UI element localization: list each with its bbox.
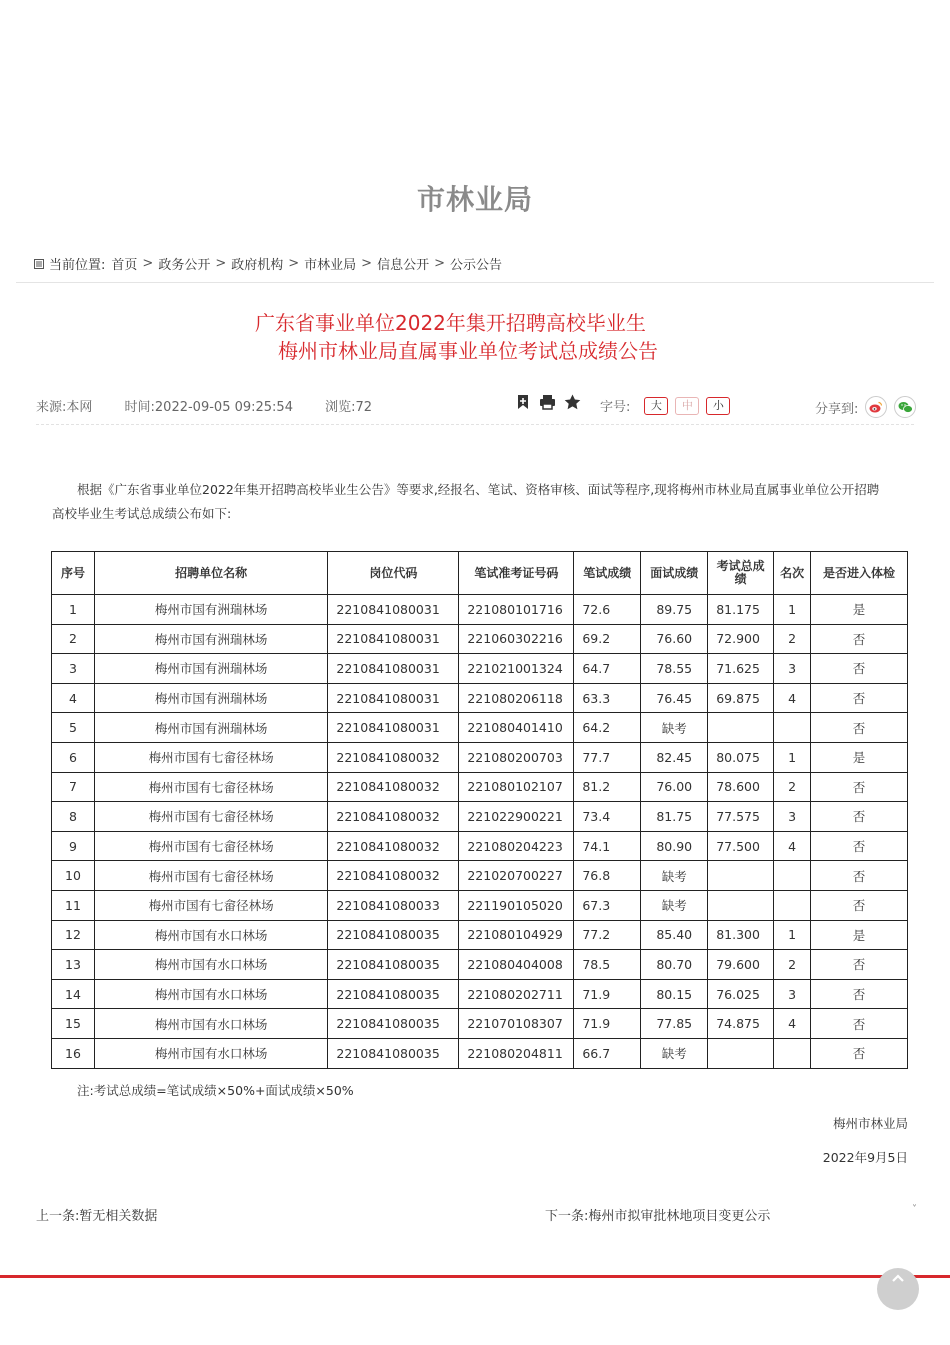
cell-rank: 4 <box>774 683 811 713</box>
cell-written: 72.6 <box>574 595 641 625</box>
cell-physical: 否 <box>811 1009 908 1039</box>
cell-seq: 1 <box>52 595 95 625</box>
cell-interview: 缺考 <box>641 1038 708 1068</box>
table-row <box>52 920 908 950</box>
cell-interview: 76.60 <box>641 624 708 654</box>
header-unit: 招聘单位名称 <box>94 552 327 595</box>
cell-unit: 梅州市国有洲瑞林场 <box>94 654 327 684</box>
table-row <box>52 1009 908 1039</box>
cell-seq: 16 <box>52 1038 95 1068</box>
table-row <box>52 713 908 743</box>
breadcrumb-separator: > <box>361 256 373 271</box>
cell-unit: 梅州市国有水口林场 <box>94 979 327 1009</box>
cell-post-code: 2210841080035 <box>328 979 459 1009</box>
table-row <box>52 979 908 1009</box>
breadcrumb-info-disclosure[interactable]: 信息公开 <box>377 258 430 273</box>
cell-interview: 缺考 <box>641 890 708 920</box>
cell-post-code: 2210841080033 <box>328 890 459 920</box>
divider <box>16 282 934 283</box>
font-size-control <box>600 396 730 415</box>
cell-written: 69.2 <box>574 624 641 654</box>
cell-seq: 11 <box>52 890 95 920</box>
cell-total: 69.875 <box>708 683 774 713</box>
cell-written: 71.9 <box>574 1009 641 1039</box>
cell-physical: 否 <box>811 950 908 980</box>
cell-physical: 否 <box>811 1038 908 1068</box>
cell-rank: 2 <box>774 950 811 980</box>
table-row <box>52 802 908 832</box>
cell-seq: 15 <box>52 1009 95 1039</box>
prev-article <box>36 1205 157 1224</box>
cell-physical: 否 <box>811 713 908 743</box>
article-tools <box>515 394 581 410</box>
breadcrumb-label: 当前位置: <box>49 258 106 273</box>
article-views: 浏览:72 <box>325 400 373 415</box>
cell-written: 81.2 <box>574 772 641 802</box>
cell-seq: 7 <box>52 772 95 802</box>
cell-rank: 4 <box>774 1009 811 1039</box>
cell-physical: 否 <box>811 654 908 684</box>
cell-physical: 否 <box>811 890 908 920</box>
cell-seq: 3 <box>52 654 95 684</box>
cell-seq: 14 <box>52 979 95 1009</box>
cell-physical: 是 <box>811 595 908 625</box>
cell-ticket: 221080102107 <box>459 772 574 802</box>
breadcrumb-separator: > <box>288 256 300 271</box>
article-intro: 根据《广东省事业单位2022年集开招聘高校毕业生公告》等要求,经报名、笔试、资格审核、面试等程序,现将梅州市林业局直属事业单位公开招聘高校毕业生考试总成绩公布如下: <box>52 482 880 521</box>
cell-rank: 2 <box>774 772 811 802</box>
prev-title: 暂无相关数据 <box>79 1209 158 1224</box>
cell-interview: 80.70 <box>641 950 708 980</box>
cell-unit: 梅州市国有水口林场 <box>94 1009 327 1039</box>
table-row <box>52 654 908 684</box>
cell-interview: 76.45 <box>641 683 708 713</box>
cell-rank <box>774 861 811 891</box>
cell-rank <box>774 713 811 743</box>
header-interview: 面试成绩 <box>641 552 708 595</box>
table-row <box>52 595 908 625</box>
breadcrumb-forestry-bureau[interactable]: 市林业局 <box>304 258 357 273</box>
cell-physical: 否 <box>811 802 908 832</box>
cell-ticket: 221021001324 <box>459 654 574 684</box>
next-article[interactable] <box>545 1205 770 1224</box>
cell-ticket: 221080401410 <box>459 713 574 743</box>
cell-seq: 2 <box>52 624 95 654</box>
cell-post-code: 2210841080031 <box>328 624 459 654</box>
cell-total <box>708 713 774 743</box>
table-header-row <box>52 552 908 595</box>
breadcrumb-gov-affairs[interactable]: 政务公开 <box>158 258 211 273</box>
table-row <box>52 890 908 920</box>
cell-physical: 否 <box>811 831 908 861</box>
article-source: 来源:本网 <box>36 400 93 415</box>
site-title: 市林业局 <box>416 183 533 216</box>
signature-org: 梅州市林业局 <box>832 1116 908 1131</box>
cell-ticket: 221022900221 <box>459 802 574 832</box>
cell-post-code: 2210841080035 <box>328 950 459 980</box>
table-row <box>52 831 908 861</box>
cell-post-code: 2210841080031 <box>328 654 459 684</box>
cell-seq: 8 <box>52 802 95 832</box>
cell-written: 78.5 <box>574 950 641 980</box>
share-label: 分享到: <box>815 401 859 417</box>
font-size-medium-button[interactable]: 中 <box>675 397 699 415</box>
table-note: 注:考试总成绩=笔试成绩×50%+面试成绩×50% <box>77 1083 354 1098</box>
cell-unit: 梅州市国有洲瑞林场 <box>94 713 327 743</box>
cell-unit: 梅州市国有七畲径林场 <box>94 772 327 802</box>
cell-post-code: 2210841080035 <box>328 1009 459 1039</box>
cell-rank: 1 <box>774 742 811 772</box>
font-size-large-button[interactable]: 大 <box>644 397 668 415</box>
cell-post-code: 2210841080032 <box>328 772 459 802</box>
table-row <box>52 772 908 802</box>
cell-total: 79.600 <box>708 950 774 980</box>
cell-total: 81.300 <box>708 920 774 950</box>
cell-rank: 4 <box>774 831 811 861</box>
table-row <box>52 1038 908 1068</box>
cell-unit: 梅州市国有七畲径林场 <box>94 890 327 920</box>
cell-interview: 80.15 <box>641 979 708 1009</box>
bookmark-icon[interactable] <box>515 394 531 410</box>
header-total: 考试总成绩 <box>708 552 774 595</box>
cell-unit: 梅州市国有洲瑞林场 <box>94 624 327 654</box>
table-row <box>52 861 908 891</box>
cell-interview: 78.55 <box>641 654 708 684</box>
breadcrumb-separator: > <box>434 256 445 271</box>
breadcrumb-gov-agencies[interactable]: 政府机构 <box>231 258 284 273</box>
cell-physical: 否 <box>811 772 908 802</box>
cell-post-code: 2210841080031 <box>328 713 459 743</box>
chevron-up-icon <box>888 1268 908 1288</box>
article-title-line2: 梅州市林业局直属事业单位考试总成绩公告 <box>278 339 658 363</box>
signature-date: 2022年9月5日 <box>822 1150 908 1165</box>
cell-post-code: 2210841080032 <box>328 742 459 772</box>
cell-physical: 否 <box>811 979 908 1009</box>
cell-interview: 80.90 <box>641 831 708 861</box>
header-physical: 是否进入体检 <box>811 552 908 595</box>
chevron-down-icon: ˅ <box>912 1204 917 1215</box>
cell-interview: 77.85 <box>641 1009 708 1039</box>
cell-total: 77.575 <box>708 802 774 832</box>
cell-written: 64.7 <box>574 654 641 684</box>
cell-unit: 梅州市国有七畲径林场 <box>94 831 327 861</box>
cell-post-code: 2210841080035 <box>328 1038 459 1068</box>
cell-written: 63.3 <box>574 683 641 713</box>
cell-interview: 缺考 <box>641 861 708 891</box>
cell-total <box>708 1038 774 1068</box>
cell-total: 77.500 <box>708 831 774 861</box>
cell-seq: 13 <box>52 950 95 980</box>
cell-ticket: 221080101716 <box>459 595 574 625</box>
cell-total <box>708 890 774 920</box>
table-row <box>52 950 908 980</box>
cell-rank <box>774 890 811 920</box>
back-to-top-button[interactable] <box>877 1268 919 1310</box>
header-seq: 序号 <box>52 552 95 595</box>
cell-rank: 2 <box>774 624 811 654</box>
cell-rank: 3 <box>774 979 811 1009</box>
font-size-small-button[interactable]: 小 <box>706 397 730 415</box>
cell-physical: 是 <box>811 920 908 950</box>
cell-written: 76.8 <box>574 861 641 891</box>
cell-rank: 3 <box>774 802 811 832</box>
cell-interview: 82.45 <box>641 742 708 772</box>
cell-physical: 否 <box>811 861 908 891</box>
cell-interview: 85.40 <box>641 920 708 950</box>
cell-post-code: 2210841080032 <box>328 831 459 861</box>
cell-written: 71.9 <box>574 979 641 1009</box>
cell-written: 66.7 <box>574 1038 641 1068</box>
breadcrumb-separator: > <box>142 256 154 271</box>
cell-ticket: 221080204811 <box>459 1038 574 1068</box>
cell-unit: 梅州市国有洲瑞林场 <box>94 595 327 625</box>
cell-total: 71.625 <box>708 654 774 684</box>
cell-ticket: 221060302216 <box>459 624 574 654</box>
cell-rank: 1 <box>774 595 811 625</box>
header-ticket: 笔试准考证号码 <box>459 552 574 595</box>
cell-seq: 10 <box>52 861 95 891</box>
breadcrumb <box>34 254 502 273</box>
cell-post-code: 2210841080031 <box>328 595 459 625</box>
next-label: 下一条: <box>545 1209 589 1224</box>
cell-physical: 否 <box>811 624 908 654</box>
cell-seq: 12 <box>52 920 95 950</box>
cell-seq: 4 <box>52 683 95 713</box>
article-time: 时间:2022-09-05 09:25:54 <box>124 400 293 415</box>
article-meta <box>36 396 400 415</box>
score-table <box>51 551 908 1069</box>
cell-total <box>708 861 774 891</box>
wechat-icon[interactable] <box>894 396 916 418</box>
cell-ticket: 221080404008 <box>459 950 574 980</box>
cell-seq: 5 <box>52 713 95 743</box>
cell-unit: 梅州市国有水口林场 <box>94 920 327 950</box>
cell-total: 78.600 <box>708 772 774 802</box>
star-icon[interactable] <box>564 394 581 410</box>
cell-rank <box>774 1038 811 1068</box>
cell-physical: 否 <box>811 683 908 713</box>
divider <box>36 424 914 426</box>
cell-unit: 梅州市国有七畲径林场 <box>94 742 327 772</box>
cell-written: 67.3 <box>574 890 641 920</box>
header-rank: 名次 <box>774 552 811 595</box>
cell-ticket: 221080202711 <box>459 979 574 1009</box>
table-row <box>52 683 908 713</box>
cell-written: 64.2 <box>574 713 641 743</box>
cell-interview: 81.75 <box>641 802 708 832</box>
cell-post-code: 2210841080031 <box>328 683 459 713</box>
cell-unit: 梅州市国有水口林场 <box>94 1038 327 1068</box>
cell-post-code: 2210841080035 <box>328 920 459 950</box>
article-title-line1: 广东省事业单位2022年集开招聘高校毕业生 <box>255 311 646 335</box>
location-icon <box>34 259 44 269</box>
cell-total: 72.900 <box>708 624 774 654</box>
cell-post-code: 2210841080032 <box>328 861 459 891</box>
breadcrumb-separator: > <box>215 256 227 271</box>
cell-ticket: 221190105020 <box>459 890 574 920</box>
cell-total: 76.025 <box>708 979 774 1009</box>
table-row <box>52 742 908 772</box>
font-size-label: 字号: <box>600 400 631 415</box>
cell-written: 73.4 <box>574 802 641 832</box>
cell-unit: 梅州市国有七畲径林场 <box>94 802 327 832</box>
cell-written: 74.1 <box>574 831 641 861</box>
share-control <box>815 396 916 418</box>
header-post-code: 岗位代码 <box>328 552 459 595</box>
weibo-icon[interactable] <box>865 396 887 418</box>
breadcrumb-announcements[interactable]: 公示公告 <box>450 258 503 273</box>
cell-rank: 3 <box>774 654 811 684</box>
cell-unit: 梅州市国有洲瑞林场 <box>94 683 327 713</box>
cell-seq: 9 <box>52 831 95 861</box>
cell-written: 77.7 <box>574 742 641 772</box>
cell-ticket: 221070108307 <box>459 1009 574 1039</box>
footer-accent-line <box>0 1275 950 1278</box>
cell-post-code: 2210841080032 <box>328 802 459 832</box>
prev-label: 上一条: <box>36 1209 80 1224</box>
cell-interview: 76.00 <box>641 772 708 802</box>
cell-seq: 6 <box>52 742 95 772</box>
print-icon[interactable] <box>539 394 556 410</box>
breadcrumb-home[interactable]: 首页 <box>111 258 138 273</box>
cell-rank: 1 <box>774 920 811 950</box>
cell-unit: 梅州市国有七畲径林场 <box>94 861 327 891</box>
cell-ticket: 221080104929 <box>459 920 574 950</box>
cell-total: 80.075 <box>708 742 774 772</box>
cell-ticket: 221020700227 <box>459 861 574 891</box>
cell-written: 77.2 <box>574 920 641 950</box>
cell-interview: 缺考 <box>641 713 708 743</box>
header-written: 笔试成绩 <box>574 552 641 595</box>
cell-ticket: 221080206118 <box>459 683 574 713</box>
cell-interview: 89.75 <box>641 595 708 625</box>
cell-ticket: 221080204223 <box>459 831 574 861</box>
cell-total: 81.175 <box>708 595 774 625</box>
cell-ticket: 221080200703 <box>459 742 574 772</box>
cell-physical: 是 <box>811 742 908 772</box>
cell-total: 74.875 <box>708 1009 774 1039</box>
next-title-link[interactable]: 梅州市拟审批林地项目变更公示 <box>588 1209 771 1224</box>
cell-unit: 梅州市国有水口林场 <box>94 950 327 980</box>
table-row <box>52 624 908 654</box>
